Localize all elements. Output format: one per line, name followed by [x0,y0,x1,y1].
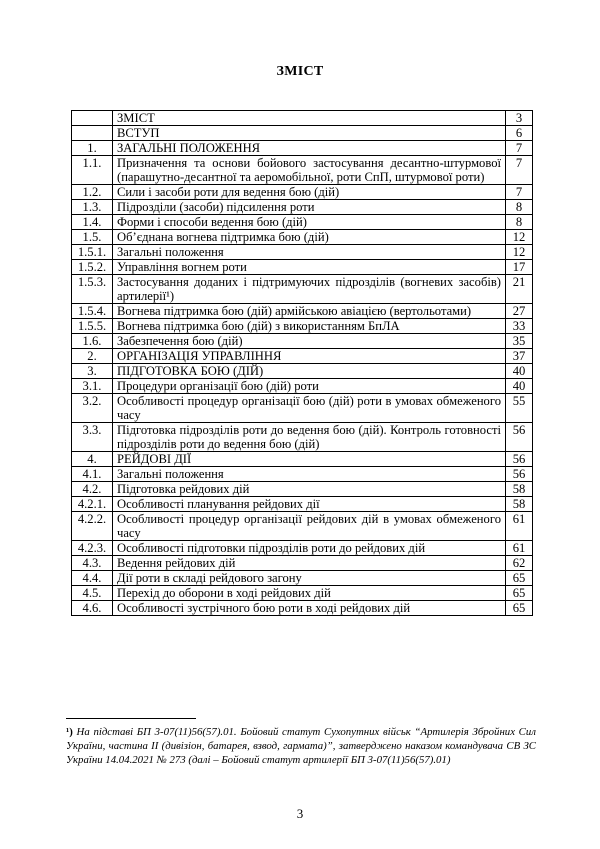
toc-row [72,230,533,245]
toc-number: 4.4. [72,571,113,586]
toc-number: 2. [72,349,113,364]
toc-row [72,319,533,334]
toc-title: Забезпечення бою (дій) [113,334,506,349]
toc-number: 1.3. [72,200,113,215]
page-number: 3 [296,806,304,821]
toc-row [72,260,533,275]
toc-page: 65 [506,571,533,586]
toc-row [72,334,533,349]
toc-page: 7 [506,156,533,185]
toc-number: 4.1. [72,467,113,482]
toc-number: 3.2. [72,394,113,423]
toc-row [72,512,533,541]
toc-row [72,467,533,482]
toc-page: 61 [506,512,533,541]
toc-number: 4.3. [72,556,113,571]
toc-row [72,156,533,185]
toc-number [72,126,113,141]
table-of-contents [71,110,533,616]
toc-title: Особливості процедур організації рейдових дій в умовах обмеженого часу [113,512,506,541]
toc-number: 1.6. [72,334,113,349]
toc-row [72,601,533,616]
toc-number: 4.2.3. [72,541,113,556]
toc-row [72,379,533,394]
toc-page: 12 [506,245,533,260]
toc-page: 56 [506,467,533,482]
toc-title: РЕЙДОВІ ДІЇ [113,452,506,467]
toc-number: 1.5.2. [72,260,113,275]
toc-page: 58 [506,497,533,512]
toc-number: 3. [72,364,113,379]
toc-title: Вогнева підтримка бою (дій) армійською авіацією (вертольотами) [113,304,506,319]
toc-page: 27 [506,304,533,319]
toc-page: 12 [506,230,533,245]
page-title: ЗМІСТ [276,64,324,79]
toc-page: 56 [506,423,533,452]
toc-page: 8 [506,215,533,230]
toc-row [72,556,533,571]
toc-page: 65 [506,586,533,601]
toc-title: Процедури організації бою (дій) роти [113,379,506,394]
toc-title: Застосування доданих і підтримуючих підрозділів (вогневих засобів) артилерії¹) [113,275,506,304]
toc-number: 3.3. [72,423,113,452]
toc-page: 40 [506,364,533,379]
toc-row [72,364,533,379]
toc-row [72,482,533,497]
toc-row [72,423,533,452]
toc-number: 1.5.5. [72,319,113,334]
toc-title: ВСТУП [113,126,506,141]
toc-number [72,111,113,126]
toc-title: Форми і способи ведення бою (дій) [113,215,506,230]
toc-body [72,111,533,616]
toc-row [72,111,533,126]
toc-row [72,215,533,230]
toc-title: Перехід до оборони в ході рейдових дій [113,586,506,601]
toc-row [72,452,533,467]
toc-row [72,126,533,141]
toc-number: 4.2.2. [72,512,113,541]
toc-number: 1.2. [72,185,113,200]
toc-title: Загальні положення [113,467,506,482]
toc-page: 7 [506,185,533,200]
toc-row [72,541,533,556]
toc-row [72,200,533,215]
toc-number: 4.2.1. [72,497,113,512]
toc-page: 21 [506,275,533,304]
toc-page: 58 [506,482,533,497]
toc-title: Підготовка підрозділів роти до ведення бою (дій). Контроль готовності підрозділів роти до ведення бою (дій) [113,423,506,452]
footnote [66,725,536,767]
toc-row [72,349,533,364]
toc-title: ПІДГОТОВКА БОЮ (ДІЙ) [113,364,506,379]
toc-row [72,245,533,260]
toc-number: 1.5. [72,230,113,245]
toc-page: 3 [506,111,533,126]
footnote-mark: ¹) [66,726,73,738]
toc-title: Особливості процедур організації бою (дій) роти в умовах обмеженого часу [113,394,506,423]
toc-number: 4.2. [72,482,113,497]
toc-number: 4.6. [72,601,113,616]
toc-page: 35 [506,334,533,349]
toc-number: 1.1. [72,156,113,185]
toc-row [72,185,533,200]
toc-page: 61 [506,541,533,556]
toc-page: 62 [506,556,533,571]
toc-title: ЗАГАЛЬНІ ПОЛОЖЕННЯ [113,141,506,156]
toc-title: Особливості підготовки підрозділів роти до рейдових дій [113,541,506,556]
toc-page: 55 [506,394,533,423]
toc-number: 1.5.3. [72,275,113,304]
toc-title: Сили і засоби роти для ведення бою (дій) [113,185,506,200]
toc-page: 17 [506,260,533,275]
toc-title: Підготовка рейдових дій [113,482,506,497]
toc-page: 7 [506,141,533,156]
toc-number: 1.4. [72,215,113,230]
toc-title: ЗМІСТ [113,111,506,126]
toc-number: 1.5.1. [72,245,113,260]
toc-title: Управління вогнем роти [113,260,506,275]
toc-row [72,275,533,304]
toc-title: Дії роти в складі рейдового загону [113,571,506,586]
toc-row [72,586,533,601]
toc-title: Підрозділи (засоби) підсилення роти [113,200,506,215]
toc-title: Вогнева підтримка бою (дій) з використанням БпЛА [113,319,506,334]
toc-page: 33 [506,319,533,334]
toc-number: 1.5.4. [72,304,113,319]
toc-page: 8 [506,200,533,215]
footnote-divider [66,718,196,719]
toc-page: 6 [506,126,533,141]
toc-title: Загальні положення [113,245,506,260]
toc-number: 4.5. [72,586,113,601]
toc-title: ОРГАНІЗАЦІЯ УПРАВЛІННЯ [113,349,506,364]
toc-title: Призначення та основи бойового застосування десантно-штурмової (парашутно-десантної та аеромобільної, роти СпП, штурмової роти) [113,156,506,185]
toc-page: 40 [506,379,533,394]
toc-title: Ведення рейдових дій [113,556,506,571]
toc-page: 56 [506,452,533,467]
toc-row [72,141,533,156]
toc-page: 37 [506,349,533,364]
toc-title: Особливості зустрічного бою роти в ході рейдових дій [113,601,506,616]
toc-title: Особливості планування рейдових дії [113,497,506,512]
toc-title: Об’єднана вогнева підтримка бою (дій) [113,230,506,245]
toc-row [72,571,533,586]
toc-row [72,497,533,512]
toc-number: 1. [72,141,113,156]
toc-page: 65 [506,601,533,616]
toc-number: 3.1. [72,379,113,394]
toc-row [72,394,533,423]
footnote-text: На підставі БП 3-07(11)56(57).01. Бойовий статут Сухопутних військ “Артилерія Збройних Сил України, частина ІІ (дивізіон, батарея, взвод, гармата)”, затверджено наказом командувача СВ ЗС України 14.04.2021 № 273 (далі – Бойовий статут артилерії БП 3-07(11)56(57).01) [66,726,536,766]
toc-row [72,304,533,319]
toc-number: 4. [72,452,113,467]
